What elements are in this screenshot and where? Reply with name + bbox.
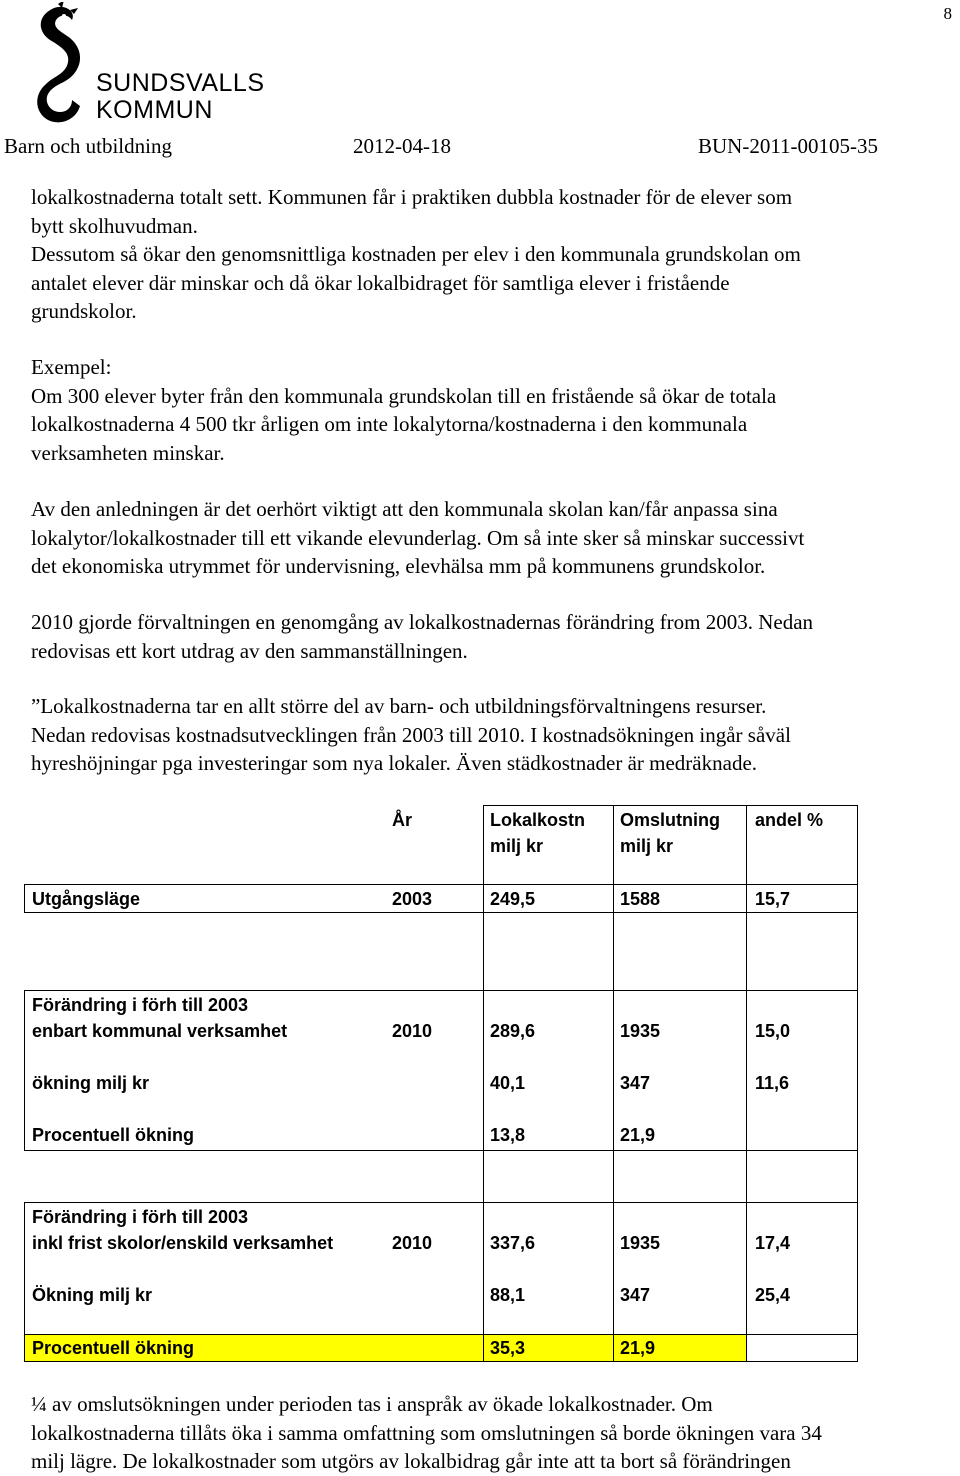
table-border xyxy=(24,1202,858,1203)
table-border xyxy=(24,884,25,913)
header-cost-line1: Lokalkostn xyxy=(490,810,586,830)
quote-line: Nedan redovisas kostnadsutvecklingen från 2003 till 2010. I kostnadsökningen ingår såväl xyxy=(31,722,791,747)
review-line: redovisas ett kort utdrag av den sammanställningen. xyxy=(31,638,468,663)
header-cost-line2: milj kr xyxy=(490,836,544,856)
dragon-s-emblem-icon xyxy=(14,2,94,130)
table-border xyxy=(24,884,858,885)
header-turnover-line1: Omslutning xyxy=(620,810,720,830)
intro-line: Dessutom så ökar den genomsnittliga kostnaden per elev i den kommunala grundskolan om xyxy=(31,242,801,266)
block2-turnover: 1935 xyxy=(620,1233,661,1253)
table-border xyxy=(24,1150,858,1151)
table-border xyxy=(24,990,858,991)
header-year: År xyxy=(392,810,413,830)
start-cost: 249,5 xyxy=(490,889,536,909)
block1-percent-cost: 13,8 xyxy=(490,1125,526,1145)
municipality-logo xyxy=(14,2,94,130)
block2-year: 2010 xyxy=(392,1233,433,1253)
example-line: lokalkostnaderna 4 500 tkr årligen om inte lokalytorna/kostnaderna i den kommunala xyxy=(31,412,748,436)
block1-title-line2: enbart kommunal verksamhet xyxy=(32,1021,288,1041)
table-border xyxy=(483,805,484,885)
table-border xyxy=(857,884,858,1362)
importance-line: det ekonomiska utrymmet för undervisning, elevhälsa mm på kommunens grundskolor. xyxy=(31,554,766,578)
review-line: 2010 gjorde förvaltningen en genomgång av lokalkostnadernas förändring from 2003. Nedan xyxy=(31,610,814,634)
example-paragraph xyxy=(31,353,956,467)
block1-turnover: 1935 xyxy=(620,1021,661,1041)
logo-line-2: KOMMUN xyxy=(96,96,213,124)
closing-line: ¼ av omslutsökningen under perioden tas i anspråk av ökade lokalkostnader. Om xyxy=(31,1392,713,1416)
importance-line: lokalytor/lokalkostnader till ett vikande elevunderlag. Om så inte sker så minskar successivt xyxy=(31,525,805,550)
block2-increase-turnover: 347 xyxy=(620,1285,651,1305)
intro-line: bytt skolhuvudman. xyxy=(31,213,198,238)
block2-percent-turnover: 21,9 xyxy=(620,1338,656,1358)
quote-line: hyreshöjningar pga investeringar som nya lokaler. Även städkostnader är medräknade. xyxy=(31,751,758,775)
quote-line: ”Lokalkostnaderna tar en allt större del av barn- och utbildningsförvaltningens resurser. xyxy=(31,694,767,718)
start-share: 15,7 xyxy=(755,889,791,909)
example-line: verksamheten minskar. xyxy=(31,440,225,465)
block2-increase-share: 25,4 xyxy=(755,1285,791,1305)
block1-increase-cost: 40,1 xyxy=(490,1073,526,1093)
page-number: 8 xyxy=(943,4,952,23)
block2-increase-cost: 88,1 xyxy=(490,1285,526,1305)
review-2010-paragraph xyxy=(31,608,956,665)
header-share: andel % xyxy=(755,810,824,830)
quote-paragraph xyxy=(31,692,956,778)
block2-cost: 337,6 xyxy=(490,1233,536,1253)
intro-line: grundskolor. xyxy=(31,299,137,323)
block2-increase-label: Ökning milj kr xyxy=(32,1285,153,1305)
block2-share: 17,4 xyxy=(755,1233,791,1253)
table-border xyxy=(483,884,484,1362)
table-border xyxy=(24,1202,25,1362)
table-border xyxy=(613,805,614,885)
block2-title-line2: inkl frist skolor/enskild verksamhet xyxy=(32,1233,334,1253)
table-border xyxy=(857,805,858,885)
block2-percent-label: Procentuell ökning xyxy=(32,1338,195,1358)
header-turnover-line2: milj kr xyxy=(620,836,674,856)
block1-share: 15,0 xyxy=(755,1021,791,1041)
table-border xyxy=(483,805,858,806)
intro-line: lokalkostnaderna totalt sett. Kommunen får i praktiken dubbla kostnader för de elever som xyxy=(31,185,793,209)
block1-increase-share: 11,6 xyxy=(755,1073,790,1093)
importance-line: Av den anledningen är det oerhört viktigt att den kommunala skolan kan/får anpassa sina xyxy=(31,497,778,521)
intro-line: antalet elever där minskar och då ökar lokalbidraget för samtliga elever i fristående xyxy=(31,270,730,295)
logo-text xyxy=(96,70,265,124)
intro-paragraph xyxy=(31,183,956,326)
header-reference: BUN-2011-00105-35 xyxy=(698,134,879,158)
start-year: 2003 xyxy=(392,889,433,909)
block1-year: 2010 xyxy=(392,1021,433,1041)
example-line: Om 300 elever byter från den kommunala grundskolan till en fristående så ökar de totala xyxy=(31,383,777,408)
header-department: Barn och utbildning xyxy=(4,134,172,158)
block1-percent-turnover: 21,9 xyxy=(620,1125,656,1145)
start-label: Utgångsläge xyxy=(32,889,141,909)
closing-paragraph xyxy=(31,1390,956,1476)
table-border xyxy=(24,1334,858,1335)
block1-increase-turnover: 347 xyxy=(620,1073,651,1093)
block2-title-line1: Förändring i förh till 2003 xyxy=(32,1207,249,1227)
header-date: 2012-04-18 xyxy=(353,134,451,158)
block1-percent-label: Procentuell ökning xyxy=(32,1125,195,1145)
start-turnover: 1588 xyxy=(620,889,661,909)
importance-paragraph xyxy=(31,495,956,581)
closing-line: lokalkostnaderna tillåts öka i samma omfattning som omslutningen så borde ökningen vara 34 xyxy=(31,1420,822,1445)
table-border xyxy=(24,912,858,913)
example-label: Exempel: xyxy=(31,355,112,379)
block1-title-line1: Förändring i förh till 2003 xyxy=(32,995,249,1015)
table-border xyxy=(24,990,25,1151)
block1-increase-label: ökning milj kr xyxy=(32,1073,150,1093)
block1-cost: 289,6 xyxy=(490,1021,536,1041)
block2-percent-cost: 35,3 xyxy=(490,1338,526,1358)
closing-line: milj lägre. De lokalkostnader som utgörs av lokalbidrag går inte att ta bort så förändringen xyxy=(31,1449,791,1473)
table-border xyxy=(24,1361,858,1362)
table-border xyxy=(746,805,747,885)
table-border xyxy=(613,884,614,1362)
table-border xyxy=(746,884,747,1362)
logo-line-1: SUNDSVALLS xyxy=(96,69,265,97)
